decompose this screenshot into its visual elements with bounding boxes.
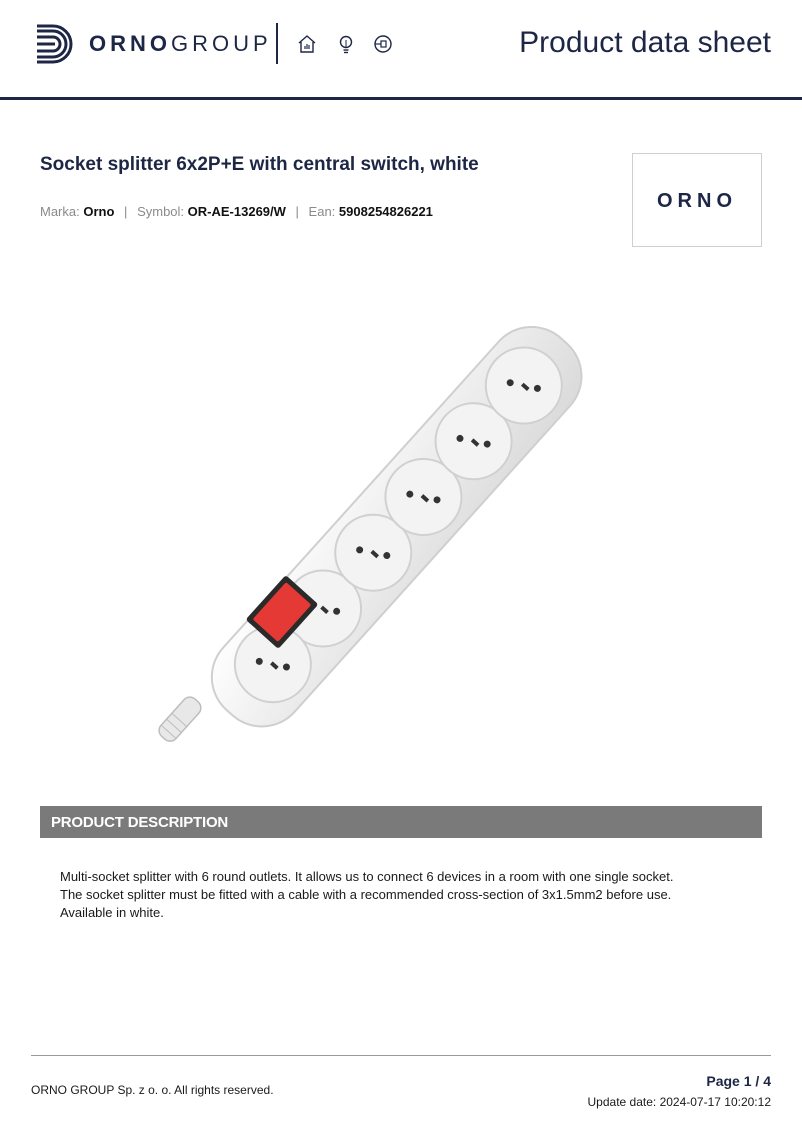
bulb-icon (335, 33, 357, 55)
footer-divider (31, 1055, 771, 1056)
company-logo-text: ORNOGROUP (89, 31, 272, 56)
brand-logo-text: ORNO (657, 190, 737, 212)
header-divider (276, 23, 278, 64)
section-heading: PRODUCT DESCRIPTION (51, 814, 229, 831)
product-photo (150, 268, 650, 778)
document-title: Product data sheet (519, 26, 771, 59)
brand-label: Marka: (40, 204, 80, 219)
product-title: Socket splitter 6x2P+E with central switch, white (40, 154, 479, 175)
house-wifi-icon (296, 33, 318, 55)
page-number (706, 1073, 771, 1089)
orno-logo-icon (33, 23, 75, 65)
update-label: Update date: (587, 1095, 657, 1109)
description-line: Multi-socket splitter with 6 round outlets. It allows us to connect 6 devices in a room with one single socket. (60, 869, 674, 884)
page-header (0, 0, 802, 100)
update-date (588, 1095, 772, 1109)
footer-copyright: ORNO GROUP Sp. z o. o. All rights reserved. (31, 1083, 274, 1097)
symbol-label: Symbol: (137, 204, 185, 219)
product-meta (40, 204, 433, 219)
description-line: Available in white. (60, 905, 164, 920)
product-description (60, 868, 760, 922)
description-line: The socket splitter must be fitted with a cable with a recommended cross-section of 3x1.5mm2 before use. (60, 887, 672, 902)
page-sep: / (755, 1073, 760, 1089)
brand-logo-box (632, 153, 762, 247)
socket-outlets (219, 332, 577, 718)
ean-value: 5908254826221 (338, 204, 433, 219)
cable-strain-relief (156, 694, 204, 745)
ean-label: Ean: (308, 204, 336, 219)
page-current: 1 (743, 1073, 752, 1089)
section-header-description (40, 806, 762, 838)
update-value: 2024-07-17 10:20:12 (659, 1095, 771, 1109)
page-total: 4 (763, 1073, 771, 1089)
meta-separator: | (124, 204, 128, 219)
symbol-value: OR-AE-13269/W (187, 204, 286, 219)
plug-icon (372, 33, 394, 55)
meta-separator: | (295, 204, 299, 219)
brand-value: Orno (83, 204, 115, 219)
page-label: Page (706, 1073, 740, 1089)
